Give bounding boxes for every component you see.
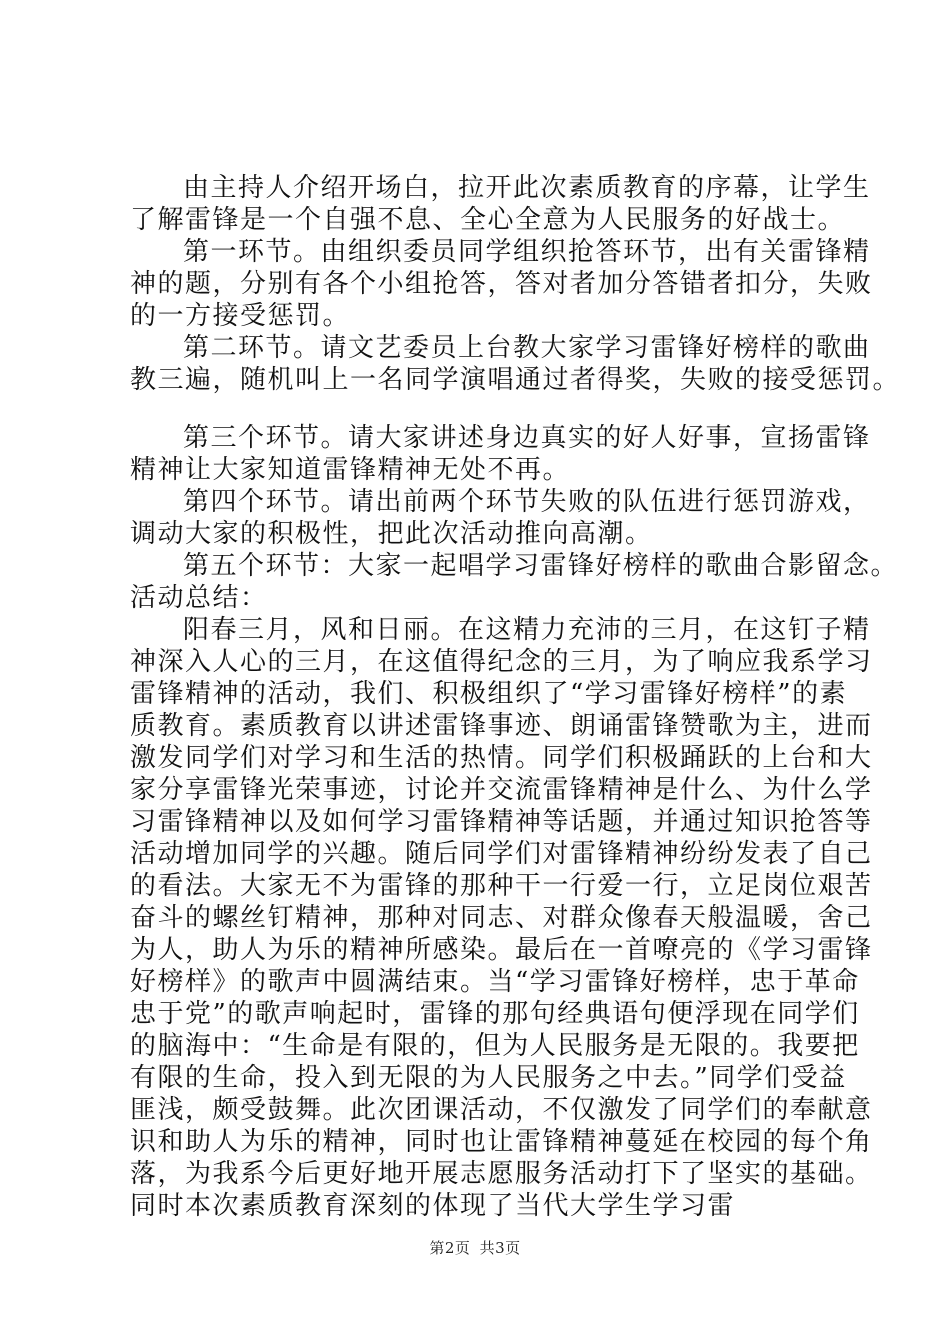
text-line: 奋斗的螺丝钉精神，那种对同志、对群众像春天般温暖，舍己 xyxy=(130,903,873,933)
text-line: 激发同学们对学习和生活的热情。同学们积极踊跃的上台和大 xyxy=(130,743,873,773)
text-line: 习雷锋精神以及如何学习雷锋精神等话题，并通过知识抢答等 xyxy=(130,807,873,837)
text-line: 调动大家的积极性，把此次活动推向高潮。 xyxy=(130,519,653,549)
text-line: 由主持人介绍开场白，拉开此次素质教育的序幕，让学生 xyxy=(183,173,871,203)
section-heading: 活动总结： xyxy=(130,583,268,613)
text-line: 落，为我系今后更好地开展志愿服务活动打下了坚实的基础。 xyxy=(130,1159,873,1189)
text-line: 好榜样》的歌声中圆满结束。当“学习雷锋好榜样，忠于革命 xyxy=(130,967,860,997)
text-line: 第五个环节：大家一起唱学习雷锋好榜样的歌曲合影留念。 xyxy=(183,551,899,581)
text-line: 雷锋精神的活动，我们、积极组织了“学习雷锋好榜样”的素 xyxy=(130,679,848,709)
text-line: 阳春三月，风和日丽。在这精力充沛的三月，在这钉子精 xyxy=(183,615,871,645)
text-line: 识和助人为乐的精神，同时也让雷锋精神蔓延在校园的每个角 xyxy=(130,1127,873,1157)
text-line: 的看法。大家无不为雷锋的那种干一行爱一行，立足岗位艰苦 xyxy=(130,871,873,901)
page-number: 第2页 xyxy=(429,1239,471,1257)
page-footer xyxy=(0,1237,950,1258)
text-line: 神深入人心的三月，在这值得纪念的三月，为了响应我系学习 xyxy=(130,647,873,677)
text-line: 第二环节。请文艺委员上台教大家学习雷锋好榜样的歌曲 xyxy=(183,333,871,363)
text-line: 的一方接受惩罚。 xyxy=(130,301,351,331)
text-line: 的脑海中：“生命是有限的，但为人民服务是无限的。我要把 xyxy=(130,1031,860,1061)
text-line: 教三遍，随机叫上一名同学演唱通过者得奖，失败的接受惩罚。 xyxy=(130,365,901,395)
text-line: 有限的生命，投入到无限的为人民服务之中去。”同学们受益 xyxy=(130,1063,847,1093)
page-total: 共3页 xyxy=(479,1239,521,1257)
text-line: 忠于党”的歌声响起时，雷锋的那句经典语句便浮现在同学们 xyxy=(130,999,860,1029)
text-line: 精神让大家知道雷锋精神无处不再。 xyxy=(130,455,571,485)
text-line: 为人，助人为乐的精神所感染。最后在一首嘹亮的《学习雷锋 xyxy=(130,935,873,965)
text-line: 活动增加同学的兴趣。随后同学们对雷锋精神纷纷发表了自己 xyxy=(130,839,873,869)
text-line: 质教育。素质教育以讲述雷锋事迹、朗诵雷锋赞歌为主，进而 xyxy=(130,711,873,741)
text-line: 第三个环节。请大家讲述身边真实的好人好事，宣扬雷锋 xyxy=(183,423,871,453)
text-line: 家分享雷锋光荣事迹，讨论并交流雷锋精神是什么、为什么学 xyxy=(130,775,873,805)
text-line: 神的题，分别有各个小组抢答，答对者加分答错者扣分，失败 xyxy=(130,269,873,299)
text-line: 第一环节。由组织委员同学组织抢答环节，出有关雷锋精 xyxy=(183,237,871,267)
text-line: 匪浅，颇受鼓舞。此次团课活动，不仅激发了同学们的奉献意 xyxy=(130,1095,873,1125)
text-line: 了解雷锋是一个自强不息、全心全意为人民服务的好战士。 xyxy=(130,205,846,235)
text-line: 同时本次素质教育深刻的体现了当代大学生学习雷 xyxy=(130,1191,736,1221)
text-line: 第四个环节。请出前两个环节失败的队伍进行惩罚游戏， xyxy=(183,487,871,517)
